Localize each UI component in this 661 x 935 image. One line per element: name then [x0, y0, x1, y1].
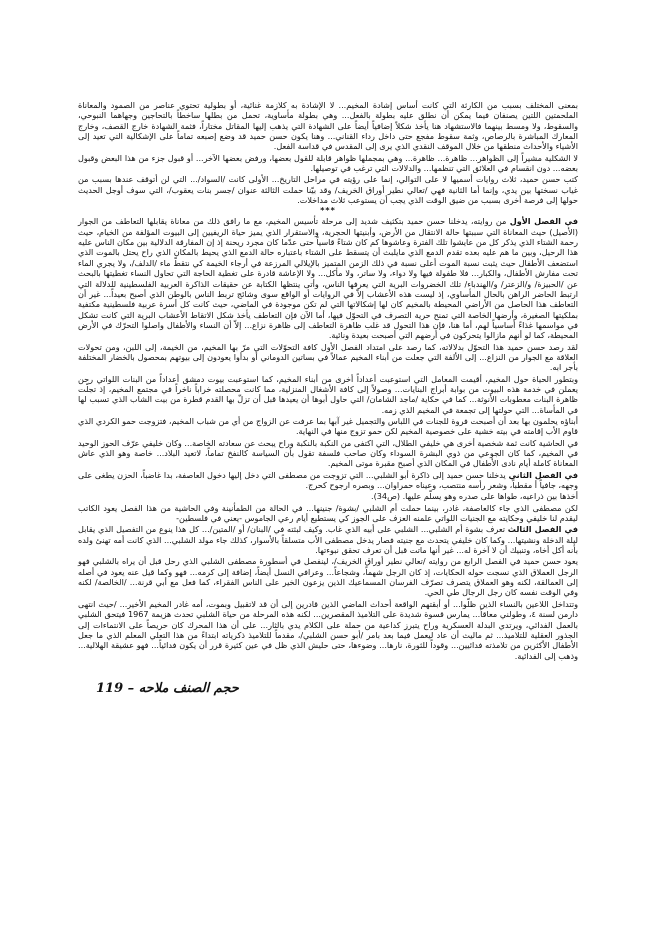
paragraph-5: لقد رصد حسن حميد هذا التحوّل بدلالاته، كما رصد على امتداد الفصل الأول كافة التحوّلات التي مرّ بها المخيم، من الخيمة، إلى اللبن، ومن تحولات العلاقة مع الجوار من النزاع... إلى الألفة التي جعلت من أبناء المخيم عمالاً في بساتين الدوماني أو بدأوا يعودون إلى بيوتهم بمحصول بالخضار المختلفة بأجر ابه. [78, 341, 578, 373]
page-footer [96, 681, 239, 696]
paragraph-4 [78, 216, 578, 340]
paragraph-7: أبناؤه يحلمون بها بعد أن أصبحت فروة للجنات في اللباس والتجميل غير آبها بما عرفت عن الزواج من أي من شباب المخيم، فتزوجت حمو الكردي الذي قاوم الأب إقامته في بيته خشية على خصوصية المخيم لكن حمو تزوج منها في النهاية. [78, 415, 578, 437]
paragraph-3: كتب حسن حميد، ثلاث روايات أسميها لا على التوالي، إنما على رؤيته في مراحل التاريخ... الأولى كانت /السواد/... التي لن أتوقف عندها بسبب من غياب نسختها بين يدي، وإنما أما الثانية فهي /تعالي نطير أوراق الخريف/ وقد بيّنا حملت الثالثة عنوان /جسر بنات يعقوب/، التي سوف أوجل الحديث حولها إلى فرصة أخرى بسبب من ضيق الوقت الذي يجب أن يستوعب ثلاث مداخلات. [78, 174, 578, 206]
footer-title: حجم الصنف ملاحه [138, 681, 239, 696]
paragraph-8: في الحاشية كانت ثمة شخصية أخرى هي خليفي الطلال، التي اكتفى من النكبة بالنكبة وراح يبحث عن سعادته الخاصة... وكان خليفي عرّف الحوز الوحيد في المخيم، كما كان الجوعي من ذوي البشرة السوداء وكان صاحب فلسفة تقول بأن السياسة كالنفخ تماماً، لاتعيد البلاد... خاصة وهو الذي عاش المعاناة كاملة أيام نادى الأطفال في المكان الذي أصبح مقبرة موتى المخيم. [78, 437, 578, 469]
paragraph-12 [78, 524, 578, 555]
paragraph-9 [78, 470, 578, 491]
footer-dash: – [127, 681, 135, 696]
paragraph-10: أخذها بين ذراعيه، طواها على صدره وهو يسلّم عليها. (ص34). [371, 491, 578, 502]
paragraph-1: بمعنى المختلف بسبب من الكارثة التي كانت أساس إشادة المخيم... لا الإشادة به كلازمة غنائية، أو بطولية تحتوي عناصر من الصمود والمعاناة الملحمتين اللتين يصنفان فيما يمكن أن نطلق عليه بطولة بالفعل... وهي بطولة مأساوية، تحمل من بطلها ساخطاً بالتحاجين وجهاهما النبوحي، والسقوط، ولا ومسط بينهما فالاستشهاد هنا يأخذ شكلاً إضافياً أيضاً على الشهادة التي يذهب إليها المقاتل مختاراً، فثمة الشهادة خارج القصف، وخارج المعارك المباشرة بالرصاص، وثمة سقوط مفجع حتى داخل رداء القناني... وهنا يكون حسن حميد قد وضع إصبعه تماماً على الإشكالية التي تعيد إلى الأشياء والأحداث منطقها من خلال الموقف النقدي الذي يرى إلى المقدس في قداسة الفعل. [78, 100, 578, 152]
paragraph-12-text: تعرف بشوة أم الشلبي... الشلبي على أبيه الذي غاب. وكيف لبثته في /البنان/ أو /المتين/... كل هذا ينوع من التفصيل الذي يقابل ليلة الدخلة ونشيتها... وكما كان خليفي يتحدث مع جنيته فصار يدخل مصطفى الأب متسلقاً بالأسوار، كذلك جاء مولد الشلبي... الذي كانت أمه تهنئ ولده بأنه أكل أخاه، وتنبيك أن لا آخرة له... غير أنها ماتت قبل أن تعرف تحقق نبوءتها. [78, 524, 578, 556]
section-lead-third: في الفصل الثالث [507, 524, 578, 535]
page-number: 119 [96, 681, 124, 696]
paragraph-2: لا الشكلية مشيراً إلى الظواهر... ظاهرة... ظاهرة... وهي بمجملها ظواهر قابلة للقول بعضها، ورفض بعضها الآخر... أو قبول جزء من هذا البعض وقبول بعضه... دون انقسام في العلائق التي تنظمها... والدلالات التي ترغب في توصيلها. [78, 152, 578, 174]
paragraph-14: وتتداخل اللاعين بالنساء الذين ظلّوا... أو أبقتهم الواقعة أحداث الماضي الذين قادرين إلى أن قد لاتقبيل وبموت، أمه غادر المخيم الأخير... /حيث انتهى دارمن لسنة ٤، وطولني معاقاً... يمارس قسوة شديدة على التلاميذ المقصرين... لكنه هذه المرحلة من حياة الشلبي تحدث هزيمة 1967 فيتحق الشلبي بالعمل الفدائي، ويرتدي البدلة العسكرية وراح يتبرز كداعية من حملة على الكلام يدي بالثار... على أن هذا المحرك كان حريصاً على الانتماءات إلى الجذور العقلية للتلاميذ... ثم ماليث أن عاد ليعمل فيما بعد بامر /أبو حسن الشلبي/، مقدماً للتلاميذ ذكرياته ابتداءً من هذا التعلي المعلم الذي ما جعل الأطفال الأكثرين من تلامذته فدائيين... وقوداً للثورة، نارها... وضوءها، حتى حليش الذي ظل في عين كثيرة قرر أن يكون فدائياً... فهو عشيقة الهلالية... وذهب إلى الفدائية. [78, 598, 579, 661]
article-body [78, 100, 578, 662]
paragraph-11: لكن مصطفى الذي جاء كالعاصفة، غادر، بينما حملت أم الشلبي /بشوة/ جنينها... في الحالة من الطمأنينة وفي الحاشية من هذا الفصل يعود الكاتب ليقدم لنا خليفي وحكايته مع الجنيات اللواتي علمنه العزف على الجوز كي يستطيع أيام رعي الجاموس -يعني في فلسطين- [78, 502, 578, 524]
paragraph-9-text: يدخلنا حسن حميد إلى ذاكرة أبو الشلبي... التي تزوجت من مصطفى التي دخل إليها دخول العاصفة، بدا غاضباً، الحزن يطغى على وجهه، جافياً أ مقطباً، وشعر رأسه منتصب، وعيناه حمراوان... وبصره ارجوح كحرج. [78, 469, 578, 491]
paragraph-4-text: من روايته، يدخلنا حسن حميد بتكثيف شديد إلى مرحلة تأسيس المخيم، مع ما رافق ذلك من معاناة يقابلها التعاطف من الجوار (الأصيل) حيث المعاناة التي سببتها حالة الانتقال من الأرض، وأبنيتها الحجرية، والاستقرار الذي يميز حياة الريفيين إلى البيوت المؤلفة من الخيام، حيث رحمة الشتاء الذي يذكر كل من عايشوا تلك الفترة وعاشوها كم كان شتاءً قاسياً حتى عدّما كان مجرد ريحنة إذ إن المفارقة الدلالية بين مكان الناس عليه هذا الرحيل، وبين ما هم عليه بعده تقدم الدمع الذي مايلبث أن يتسقط على الشتاء باعتباره حالة الدمع الذي يحيط بالمكان الذي راح يحتل بالموت الذي استضعف الأطفال حيث يثبت نسبة الموت أعلى نسبة في ذلك الزمن المتميز بالإيلالي المرزعة في أرجاء الخيمة كي نتقطّ ماء /الدلف/، ولا يجري الماء تحت مفارش الأطفال، والكبار... فلا طفولة فيها ولا دواء، ولا ساتر، ولا مأكل... ولا الإعاشة قادرة على تغطية الحاجة التي تحاول النساء تغطيتها بالبحث عن /الحبيزة/ و/الزعتر/ و/الهندباء/ تلك الخضروات البرية التي يعرفها الناس، وأتى ينتظها الكتابة عن حقيقات الذاكرة العربية الفلسطينية للدلالة التي ارتبط الحاضر الراهن بالحال المأساوي، إذ ليست هذه الأعشاب إلاّ في الروايات أو الواقع سوى وشائج تربط الناس بالوطن الذي أصبح بعيداً... غير أن التعاطف هذا الحاصل من الأراضي المحيطة بالمخيم كان لها إشكالاتها التي لم تكن موجودة في الماضي، حيث كانت كل أسرة عربية فلسطينية مكتفية بملكيتها الصغيرة، وأرضها الخاصة التي تمنح حرية التصرف في التحوّل فيها، أما الآن فإن التعاطف يأخذ شكل الاتقاط الأعشاب البرية التي كانت تشكل في مواسمها غذاءً أساسياً لهم، أما هنا، فإن هذا التحول قد غلب ظاهرة التعاطف إلى ظاهرة نزاع... إلاّ أن النساء والأطفال واصلوا التحرّك في الأرض المحيطة، كما لو أنهم مازالوا يتحركون في أرضهم التي أصبحت بعيدة ونائية. [78, 216, 578, 341]
section-lead-second: في الفصل الثاني [508, 469, 578, 480]
paragraph-13: يعود حسن حميد في الفصل الرابع من روايته /تعالي نطير أوراق الخريف/، لينفصل في أسطورة مصطفى الشلبي الذي رحل قبل أن يراه بالشلبي فهو الرجل العملاق الذي نسجت حوله الحكايات، إذ كان الرجل شهماً، وشجاعاً... وعرافي النسل أيضاً، إضافة إلى كرمه... فهو وكما قيل عنه يعود في أصله إلى العمالقة، لكنه وهو العملاق يتصرف تصرّف الفرسان المسماعيك الذين يزعون الخير على الناس الفقراء، كما فعل مع أبي قرنة... /الخالصة/ لكنه وفي الوقت نفسه كان رجل الرجال طي الحي. [78, 556, 578, 598]
paragraph-6: وبتطور الحياة حول المخيم، أقيمت المعامل التي استوعبت أعداداً أخرى من أبناء المخيم، كما استوعبت بيوت دمشق أعداداً من البنات اللواتي رحن يعملن في خدمة هذه البيوت من بوابة أبراج البنايات... وصولاً إلى كافة الأشغال المنزلية، مما كانت محصلته خراباً ناخراً في مجتمع المخيم، إذ تجلّت ظاهرة البنات معطوبات الأنوثة... كما في حكاية /ماجد الشامان/ التي حاول أبوها أن يعيدها قبل أن تزلّ بها القدم قطرة من بيت الشاب الذي تسبب لها في المأساة... التي حولتها إلى تجمعة في المخيم الذي زمه. [78, 373, 578, 415]
section-separator: *** [320, 206, 336, 216]
section-lead-first: في الفصل الأول [509, 216, 578, 227]
